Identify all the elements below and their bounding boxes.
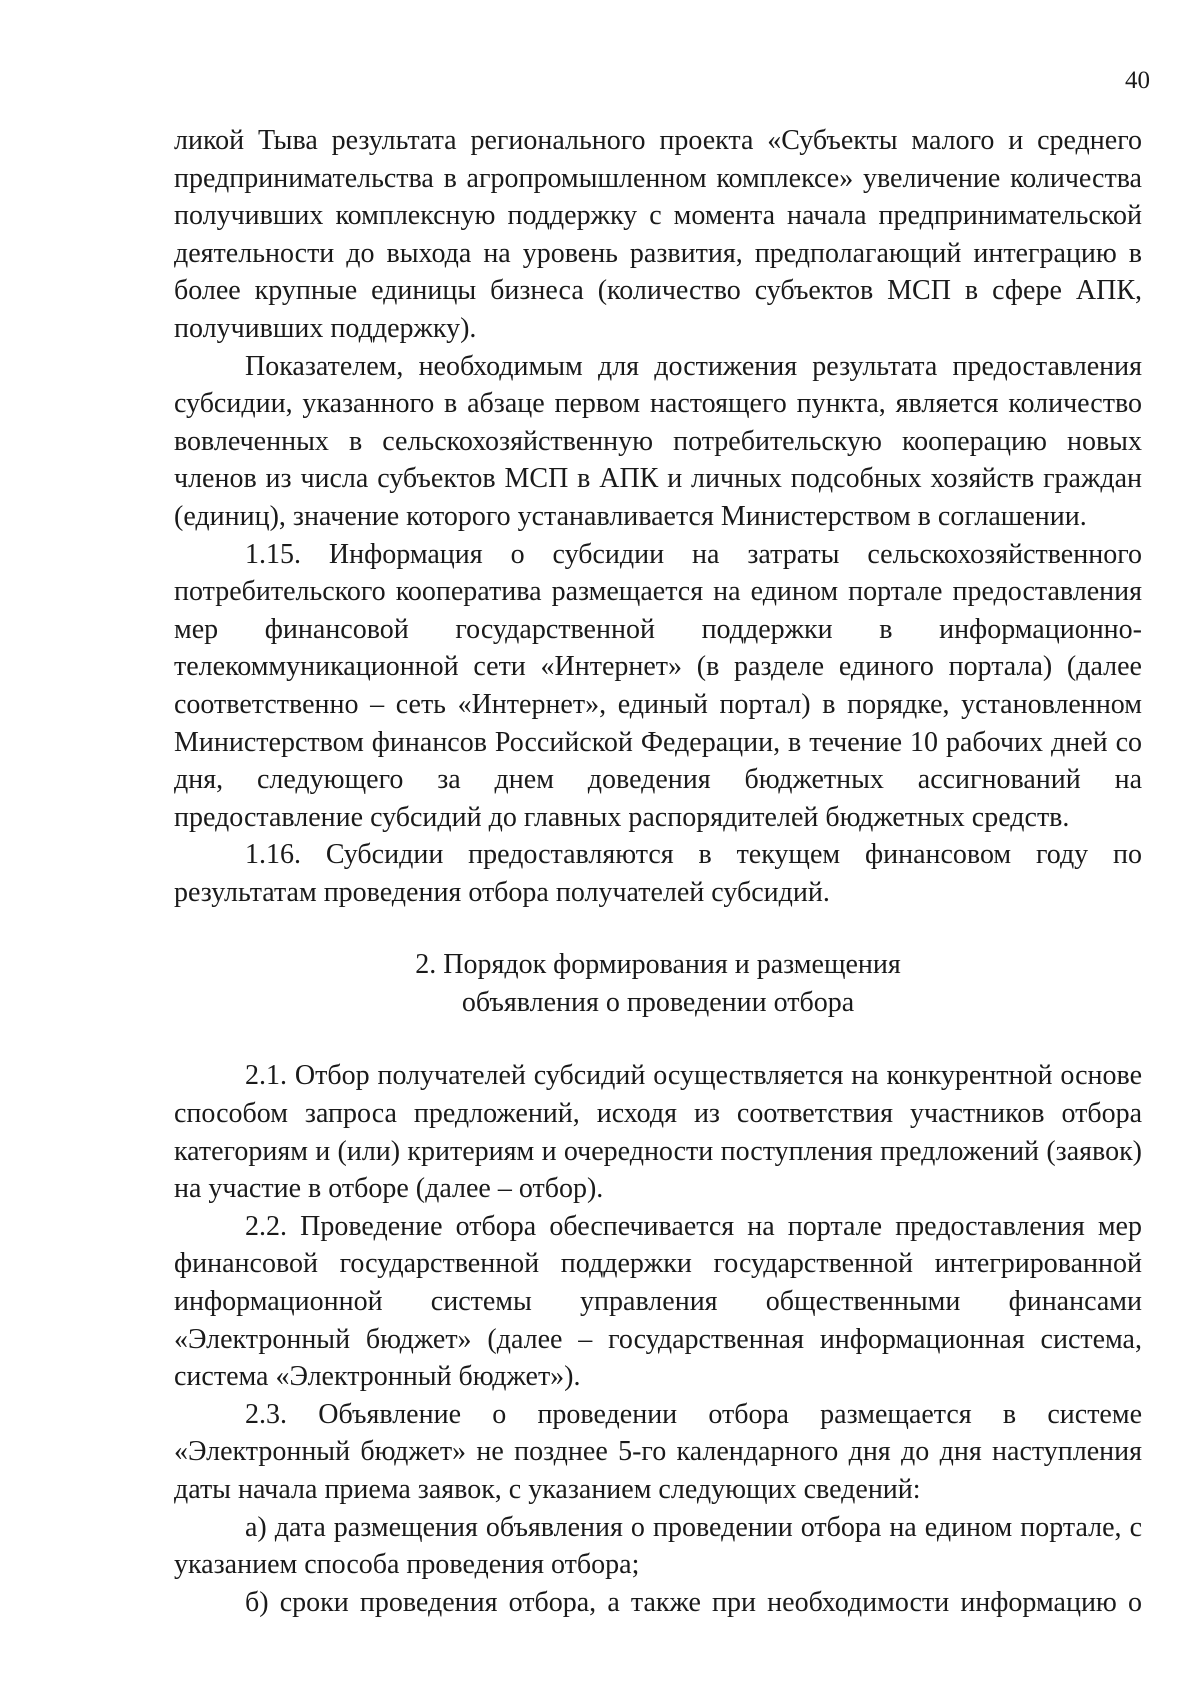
- paragraph-2-1: 2.1. Отбор получателей субсидий осуществляется на конкурентной основе способом запроса предложений, исходя из соответствия участников отбора категориям и (или) критериям и очередности поступления предложений (заявок) на участие в отборе (далее – отбор).: [174, 1060, 1142, 1205]
- paragraph-1-15: 1.15. Информация о субсидии на затраты сельскохозяйственного потребительского кооператива размещается на едином портале предоставления мер финансовой государственной поддержки в информационно-телекоммуникационной сети «Интернет» (в разделе единого портала) (далее соответственно – сеть «Интернет», единый портал) в порядке, установленном Министерством финансов Российской Федерации, в течение 10 рабочих дней со дня, следующего за днем доведения бюджетных ассигнований на предоставление субсидий до главных распорядителей бюджетных средств.: [174, 538, 1142, 833]
- document-body: [174, 122, 1142, 1621]
- paragraph-continuation: ликой Тыва результата регионального проекта «Субъекты малого и среднего предпринимательства в агропромышленном комплексе» увеличение количества получивших комплексную поддержку с момента начала предпринимательской деятельности до выхода на уровень развития, предполагающий интеграцию в более крупные единицы бизнеса (количество субъектов МСП в сфере АПК, получивших поддержку).: [174, 125, 1142, 344]
- paragraph-2-3: 2.3. Объявление о проведении отбора размещается в системе «Электронный бюджет» не позднее 5-го календарного дня до дня наступления даты начала приема заявок, с указанием следующих сведений:: [174, 1398, 1142, 1505]
- section-heading-line-2: объявления о проведении отбора: [461, 987, 855, 1019]
- list-item-b: б) сроки проведения отбора, а также при необходимости информацию о: [245, 1586, 1142, 1618]
- section-heading-line-1: 2. Порядок формирования и размещения: [415, 949, 901, 981]
- list-item-a: а) дата размещения объявления о проведении отбора на едином портале, с указанием способа проведения отбора;: [174, 1511, 1142, 1581]
- paragraph-indicator: Показателем, необходимым для достижения результата предоставления субсидии, указанного в абзаце первом настоящего пункта, является количество вовлеченных в сельскохозяйственную потребительскую кооперацию новых членов из числа субъектов МСП в АПК и личных подсобных хозяйств граждан (единиц), значение которого устанавливается Министерством в соглашении.: [174, 350, 1142, 532]
- paragraph-2-2: 2.2. Проведение отбора обеспечивается на портале предоставления мер финансовой государственной поддержки государственной интегрированной информационной системы управления общественными финансами «Электронный бюджет» (далее – государственная информационная система, система «Электронный бюджет»).: [174, 1210, 1142, 1393]
- section-heading: [174, 946, 1142, 1022]
- page-number: 40: [1125, 67, 1150, 94]
- paragraph-1-16: 1.16. Субсидии предоставляются в текущем финансовом году по результатам проведения отбора получателей субсидий.: [174, 839, 1142, 908]
